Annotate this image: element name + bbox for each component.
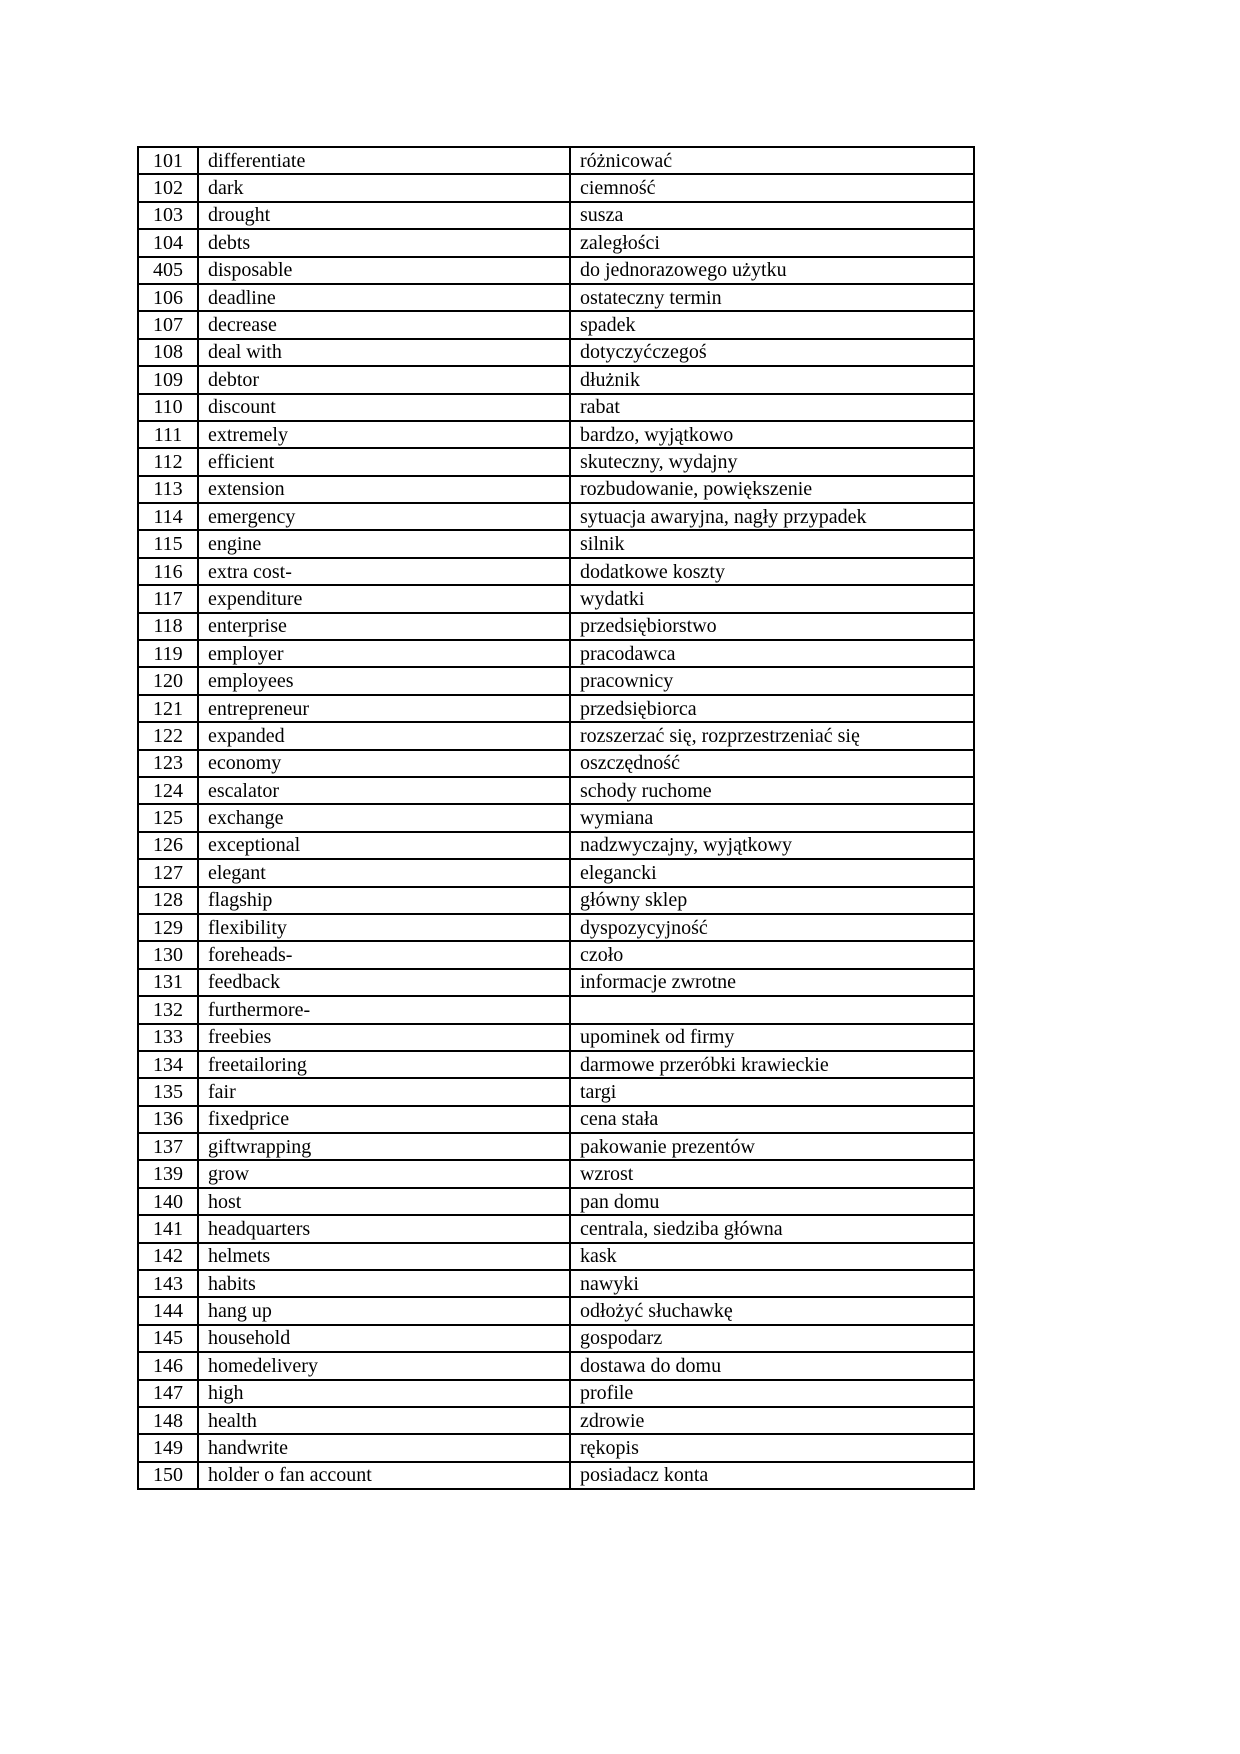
row-number: 149 [138, 1434, 198, 1461]
english-term: extra cost- [198, 558, 570, 585]
polish-translation: dłużnik [570, 366, 974, 393]
row-number: 134 [138, 1051, 198, 1078]
row-number: 119 [138, 640, 198, 667]
english-term: fixedprice [198, 1106, 570, 1133]
table-row [138, 585, 974, 612]
english-term: exceptional [198, 832, 570, 859]
row-number: 131 [138, 969, 198, 996]
polish-translation: rozbudowanie, powiększenie [570, 476, 974, 503]
polish-translation: pan domu [570, 1188, 974, 1215]
table-row [138, 777, 974, 804]
table-row [138, 147, 974, 174]
table-row [138, 1407, 974, 1434]
english-term: furthermore- [198, 996, 570, 1023]
table-row [138, 1380, 974, 1407]
row-number: 150 [138, 1462, 198, 1489]
row-number: 143 [138, 1270, 198, 1297]
table-row [138, 996, 974, 1023]
table-row [138, 613, 974, 640]
table-row [138, 804, 974, 831]
row-number: 144 [138, 1297, 198, 1324]
english-term: expanded [198, 722, 570, 749]
table-row [138, 832, 974, 859]
english-term: headquarters [198, 1215, 570, 1242]
english-term: host [198, 1188, 570, 1215]
row-number: 137 [138, 1133, 198, 1160]
row-number: 113 [138, 476, 198, 503]
table-row [138, 311, 974, 338]
table-row [138, 257, 974, 284]
row-number: 126 [138, 832, 198, 859]
english-term: handwrite [198, 1434, 570, 1461]
english-term: escalator [198, 777, 570, 804]
polish-translation: dotyczyćczegoś [570, 339, 974, 366]
table-row [138, 1352, 974, 1379]
polish-translation: zaległości [570, 229, 974, 256]
english-term: disposable [198, 257, 570, 284]
row-number: 101 [138, 147, 198, 174]
english-term: high [198, 1380, 570, 1407]
english-term: holder o fan account [198, 1462, 570, 1489]
row-number: 107 [138, 311, 198, 338]
row-number: 133 [138, 1024, 198, 1051]
row-number: 118 [138, 613, 198, 640]
table-row [138, 1462, 974, 1489]
english-term: dark [198, 174, 570, 201]
table-row [138, 722, 974, 749]
polish-translation: pakowanie prezentów [570, 1133, 974, 1160]
polish-translation: oszczędność [570, 750, 974, 777]
row-number: 129 [138, 914, 198, 941]
table-row [138, 558, 974, 585]
table-row [138, 1325, 974, 1352]
english-term: engine [198, 530, 570, 557]
polish-translation: sytuacja awaryjna, nagły przypadek [570, 503, 974, 530]
polish-translation: dodatkowe koszty [570, 558, 974, 585]
english-term: discount [198, 394, 570, 421]
english-term: feedback [198, 969, 570, 996]
table-row [138, 421, 974, 448]
table-row [138, 1160, 974, 1187]
english-term: freetailoring [198, 1051, 570, 1078]
table-row [138, 1270, 974, 1297]
polish-translation: skuteczny, wydajny [570, 448, 974, 475]
polish-translation: nadzwyczajny, wyjątkowy [570, 832, 974, 859]
row-number: 117 [138, 585, 198, 612]
table-row [138, 667, 974, 694]
polish-translation: cena stała [570, 1106, 974, 1133]
polish-translation: przedsiębiorca [570, 695, 974, 722]
table-row [138, 1133, 974, 1160]
row-number: 141 [138, 1215, 198, 1242]
row-number: 103 [138, 202, 198, 229]
table-row [138, 1106, 974, 1133]
english-term: hang up [198, 1297, 570, 1324]
english-term: expenditure [198, 585, 570, 612]
english-term: giftwrapping [198, 1133, 570, 1160]
english-term: economy [198, 750, 570, 777]
polish-translation: przedsiębiorstwo [570, 613, 974, 640]
polish-translation: nawyki [570, 1270, 974, 1297]
row-number: 147 [138, 1380, 198, 1407]
english-term: household [198, 1325, 570, 1352]
english-term: habits [198, 1270, 570, 1297]
english-term: deal with [198, 339, 570, 366]
english-term: flagship [198, 887, 570, 914]
row-number: 112 [138, 448, 198, 475]
row-number: 136 [138, 1106, 198, 1133]
row-number: 102 [138, 174, 198, 201]
row-number: 121 [138, 695, 198, 722]
table-row [138, 941, 974, 968]
row-number: 114 [138, 503, 198, 530]
english-term: differentiate [198, 147, 570, 174]
table-row [138, 859, 974, 886]
english-term: deadline [198, 284, 570, 311]
table-row [138, 503, 974, 530]
english-term: debtor [198, 366, 570, 393]
row-number: 110 [138, 394, 198, 421]
polish-translation: rozszerzać się, rozprzestrzeniać się [570, 722, 974, 749]
english-term: fair [198, 1078, 570, 1105]
polish-translation: ciemność [570, 174, 974, 201]
row-number: 146 [138, 1352, 198, 1379]
polish-translation: wzrost [570, 1160, 974, 1187]
table-row [138, 969, 974, 996]
table-row [138, 1051, 974, 1078]
table-row [138, 202, 974, 229]
polish-translation: pracownicy [570, 667, 974, 694]
row-number: 104 [138, 229, 198, 256]
polish-translation: różnicować [570, 147, 974, 174]
polish-translation: pracodawca [570, 640, 974, 667]
polish-translation: wydatki [570, 585, 974, 612]
polish-translation: rękopis [570, 1434, 974, 1461]
row-number: 139 [138, 1160, 198, 1187]
polish-translation [570, 996, 974, 1023]
polish-translation: spadek [570, 311, 974, 338]
row-number: 120 [138, 667, 198, 694]
row-number: 132 [138, 996, 198, 1023]
table-row [138, 1243, 974, 1270]
table-row [138, 229, 974, 256]
polish-translation: upominek od firmy [570, 1024, 974, 1051]
table-row [138, 1434, 974, 1461]
polish-translation: schody ruchome [570, 777, 974, 804]
english-term: drought [198, 202, 570, 229]
english-term: debts [198, 229, 570, 256]
polish-translation: dostawa do domu [570, 1352, 974, 1379]
polish-translation: silnik [570, 530, 974, 557]
polish-translation: informacje zwrotne [570, 969, 974, 996]
table-row [138, 1024, 974, 1051]
table-row [138, 1078, 974, 1105]
row-number: 148 [138, 1407, 198, 1434]
table-row [138, 640, 974, 667]
english-term: elegant [198, 859, 570, 886]
english-term: employees [198, 667, 570, 694]
table-row [138, 914, 974, 941]
table-row [138, 887, 974, 914]
english-term: employer [198, 640, 570, 667]
table-row [138, 530, 974, 557]
polish-translation: susza [570, 202, 974, 229]
english-term: grow [198, 1160, 570, 1187]
polish-translation: główny sklep [570, 887, 974, 914]
polish-translation: wymiana [570, 804, 974, 831]
row-number: 135 [138, 1078, 198, 1105]
english-term: homedelivery [198, 1352, 570, 1379]
row-number: 123 [138, 750, 198, 777]
row-number: 125 [138, 804, 198, 831]
polish-translation: darmowe przeróbki krawieckie [570, 1051, 974, 1078]
english-term: helmets [198, 1243, 570, 1270]
polish-translation: bardzo, wyjątkowo [570, 421, 974, 448]
table-row [138, 394, 974, 421]
english-term: enterprise [198, 613, 570, 640]
polish-translation: posiadacz konta [570, 1462, 974, 1489]
polish-translation: centrala, siedziba główna [570, 1215, 974, 1242]
english-term: extremely [198, 421, 570, 448]
table-row [138, 339, 974, 366]
english-term: flexibility [198, 914, 570, 941]
table-body [138, 147, 974, 1489]
row-number: 116 [138, 558, 198, 585]
table-row [138, 750, 974, 777]
table-row [138, 448, 974, 475]
polish-translation: czoło [570, 941, 974, 968]
row-number: 109 [138, 366, 198, 393]
row-number: 145 [138, 1325, 198, 1352]
english-term: foreheads- [198, 941, 570, 968]
polish-translation: profile [570, 1380, 974, 1407]
row-number: 140 [138, 1188, 198, 1215]
row-number: 122 [138, 722, 198, 749]
english-term: health [198, 1407, 570, 1434]
polish-translation: elegancki [570, 859, 974, 886]
table-row [138, 1215, 974, 1242]
english-term: decrease [198, 311, 570, 338]
row-number: 124 [138, 777, 198, 804]
english-term: freebies [198, 1024, 570, 1051]
row-number: 127 [138, 859, 198, 886]
polish-translation: rabat [570, 394, 974, 421]
table-row [138, 174, 974, 201]
row-number: 130 [138, 941, 198, 968]
table-row [138, 695, 974, 722]
english-term: efficient [198, 448, 570, 475]
vocabulary-table [137, 146, 975, 1490]
english-term: emergency [198, 503, 570, 530]
row-number: 142 [138, 1243, 198, 1270]
polish-translation: dyspozycyjność [570, 914, 974, 941]
table-row [138, 1297, 974, 1324]
row-number: 405 [138, 257, 198, 284]
polish-translation: targi [570, 1078, 974, 1105]
polish-translation: odłożyć słuchawkę [570, 1297, 974, 1324]
polish-translation: do jednorazowego użytku [570, 257, 974, 284]
table-row [138, 284, 974, 311]
english-term: extension [198, 476, 570, 503]
table-row [138, 366, 974, 393]
polish-translation: zdrowie [570, 1407, 974, 1434]
polish-translation: kask [570, 1243, 974, 1270]
polish-translation: ostateczny termin [570, 284, 974, 311]
english-term: exchange [198, 804, 570, 831]
table-row [138, 1188, 974, 1215]
table-row [138, 476, 974, 503]
row-number: 115 [138, 530, 198, 557]
row-number: 128 [138, 887, 198, 914]
row-number: 111 [138, 421, 198, 448]
english-term: entrepreneur [198, 695, 570, 722]
row-number: 108 [138, 339, 198, 366]
row-number: 106 [138, 284, 198, 311]
polish-translation: gospodarz [570, 1325, 974, 1352]
